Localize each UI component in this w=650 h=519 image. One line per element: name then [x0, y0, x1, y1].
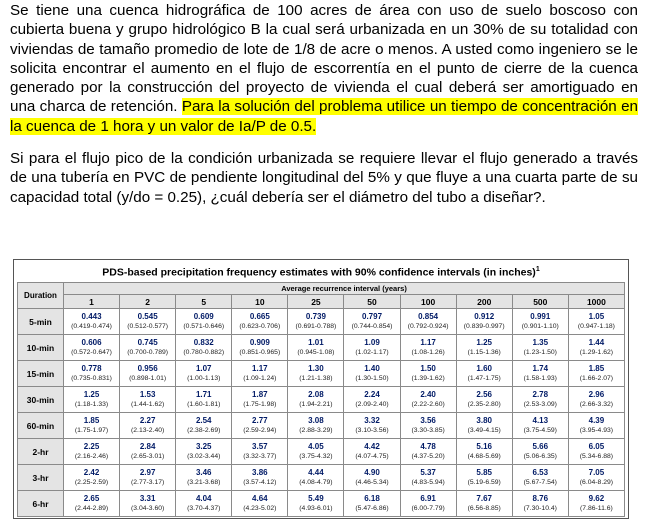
recurrence-interval-header: Average recurrence interval (years)	[64, 283, 625, 295]
duration-label: 5-min	[18, 309, 64, 335]
estimate-value: 1.07	[195, 363, 212, 373]
confidence-interval: (3.75-4.59)	[523, 426, 557, 434]
confidence-interval: (4.23-5.02)	[243, 504, 277, 512]
estimate-value: 5.49	[308, 493, 324, 503]
confidence-interval: (2.38-2.69)	[187, 426, 221, 434]
estimate-value: 6.05	[588, 441, 605, 451]
table-cell	[288, 491, 344, 517]
table-cell	[232, 309, 288, 335]
confidence-interval: (6.04-8.29)	[579, 478, 614, 486]
table-cell	[400, 439, 456, 465]
confidence-interval: (2.59-2.94)	[243, 426, 277, 434]
confidence-interval: (3.49-4.15)	[467, 426, 501, 434]
table-cell	[120, 335, 176, 361]
estimate-value: 2.96	[588, 389, 605, 399]
return-period-header: 100	[400, 295, 456, 309]
table-cell	[64, 361, 120, 387]
table-cell	[568, 439, 624, 465]
estimate-value: 0.443	[81, 311, 102, 321]
confidence-interval: (1.18-1.33)	[74, 400, 109, 408]
estimate-value: 1.85	[588, 363, 605, 373]
confidence-interval: (3.04-3.60)	[131, 504, 165, 512]
estimate-value: 6.91	[420, 493, 436, 503]
table-cell	[120, 439, 176, 465]
estimate-value: 3.32	[364, 415, 380, 425]
confidence-interval: (2.09-2.40)	[355, 400, 389, 408]
table-cell	[400, 465, 456, 491]
confidence-interval: (4.37-5.20)	[411, 452, 445, 460]
confidence-interval: (7.30-10.4)	[523, 504, 557, 512]
duration-label: 2-hr	[18, 439, 64, 465]
confidence-interval: (2.88-3.29)	[299, 426, 333, 434]
confidence-interval: (2.66-3.32)	[579, 400, 614, 408]
estimate-value: 0.665	[249, 311, 270, 321]
confidence-interval: (0.572-0.647)	[71, 348, 112, 356]
estimate-value: 3.57	[252, 441, 268, 451]
confidence-interval: (1.00-1.13)	[187, 374, 221, 382]
confidence-interval: (6.56-8.85)	[467, 504, 501, 512]
table-cell	[512, 413, 568, 439]
confidence-interval: (4.83-5.94)	[411, 478, 445, 486]
table-title	[14, 266, 628, 279]
estimate-value: 4.90	[364, 467, 380, 477]
table-body	[18, 309, 625, 517]
estimate-value: 2.77	[252, 415, 268, 425]
table-cell	[176, 335, 232, 361]
estimate-value: 3.25	[195, 441, 212, 451]
confidence-interval: (1.39-1.62)	[411, 374, 445, 382]
table-cell	[512, 439, 568, 465]
confidence-interval: (3.57-4.12)	[243, 478, 277, 486]
estimate-value: 4.42	[364, 441, 380, 451]
table-cell	[344, 361, 400, 387]
confidence-interval: (0.851-0.965)	[239, 348, 281, 356]
confidence-interval: (0.901-1.10)	[521, 322, 559, 330]
estimate-value: 5.16	[476, 441, 492, 451]
confidence-interval: (1.15-1.36)	[467, 348, 501, 356]
table-cell	[232, 335, 288, 361]
table-cell	[232, 361, 288, 387]
confidence-interval: (2.13-2.40)	[131, 426, 165, 434]
table-row	[18, 439, 625, 465]
estimate-value: 2.78	[532, 389, 549, 399]
estimate-value: 2.42	[83, 467, 100, 477]
table-cell	[344, 491, 400, 517]
table-cell	[400, 335, 456, 361]
estimate-value: 4.78	[420, 441, 436, 451]
table-cell	[120, 413, 176, 439]
return-period-header: 1000	[568, 295, 624, 309]
estimate-value: 0.778	[81, 363, 102, 373]
estimate-value: 0.912	[474, 311, 495, 321]
return-period-header: 2	[120, 295, 176, 309]
duration-label: 30-min	[18, 387, 64, 413]
confidence-interval: (1.44-1.62)	[131, 400, 165, 408]
return-period-header: 5	[176, 295, 232, 309]
confidence-interval: (1.94-2.21)	[299, 400, 333, 408]
table-cell	[344, 439, 400, 465]
estimate-value: 1.71	[195, 389, 212, 399]
confidence-interval: (4.07-4.75)	[355, 452, 389, 460]
confidence-interval: (3.75-4.32)	[299, 452, 333, 460]
table-cell	[176, 439, 232, 465]
estimate-value: 3.86	[252, 467, 268, 477]
table-cell	[512, 361, 568, 387]
table-cell	[456, 491, 512, 517]
confidence-interval: (2.53-3.09)	[523, 400, 557, 408]
table-cell	[120, 387, 176, 413]
table-cell	[400, 309, 456, 335]
table-cell	[232, 413, 288, 439]
confidence-interval: (2.77-3.17)	[131, 478, 165, 486]
estimate-value: 0.956	[137, 363, 158, 373]
confidence-interval: (1.08-1.26)	[411, 348, 445, 356]
estimate-value: 0.909	[249, 337, 270, 347]
table-cell	[120, 465, 176, 491]
confidence-interval: (0.419-0.474)	[71, 322, 112, 330]
confidence-interval: (5.67-7.54)	[523, 478, 557, 486]
confidence-interval: (1.58-1.93)	[523, 374, 557, 382]
table-cell	[568, 335, 624, 361]
precipitation-table-image	[13, 259, 629, 519]
table-cell	[568, 309, 624, 335]
estimate-value: 7.67	[476, 493, 492, 503]
problem-paragraph-2: Si para el flujo pico de la condición urbanizada se requiere llevar el flujo generado a través de una tubería en PVC de pendiente longitudinal del 5% y que fluye a una cuarta parte de su capacidad total (y/do = 0.25), ¿cuál debería ser el diámetro del tubo a diseñar?.	[10, 150, 638, 206]
table-cell	[568, 387, 624, 413]
confidence-interval: (5.34-6.88)	[579, 452, 614, 460]
estimate-value: 1.09	[364, 337, 380, 347]
confidence-interval: (0.512-0.577)	[127, 322, 169, 330]
confidence-interval: (0.780-0.882)	[183, 348, 225, 356]
estimate-value: 2.08	[308, 389, 324, 399]
estimate-value: 1.25	[83, 389, 100, 399]
estimate-value: 9.62	[588, 493, 605, 503]
confidence-interval: (1.23-1.50)	[523, 348, 557, 356]
table-cell	[288, 387, 344, 413]
table-cell	[64, 439, 120, 465]
confidence-interval: (0.623-0.706)	[239, 322, 281, 330]
table-cell	[176, 387, 232, 413]
confidence-interval: (4.46-5.34)	[355, 478, 389, 486]
confidence-interval: (1.75-1.98)	[243, 400, 277, 408]
estimate-value: 1.17	[420, 337, 436, 347]
confidence-interval: (0.735-0.831)	[71, 374, 112, 382]
confidence-interval: (2.25-2.59)	[74, 478, 109, 486]
table-cell	[456, 361, 512, 387]
table-cell	[344, 309, 400, 335]
table-cell	[456, 465, 512, 491]
estimate-value: 3.46	[195, 467, 212, 477]
estimate-value: 1.35	[532, 337, 549, 347]
return-period-header: 10	[232, 295, 288, 309]
estimate-value: 5.37	[420, 467, 436, 477]
confidence-interval: (3.32-3.77)	[243, 452, 277, 460]
estimate-value: 2.40	[420, 389, 436, 399]
estimate-value: 1.01	[308, 337, 324, 347]
table-cell	[288, 439, 344, 465]
table-cell	[568, 491, 624, 517]
confidence-interval: (3.30-3.85)	[411, 426, 445, 434]
table-cell	[512, 309, 568, 335]
confidence-interval: (4.68-5.69)	[467, 452, 501, 460]
table-cell	[120, 491, 176, 517]
confidence-interval: (3.21-3.68)	[187, 478, 221, 486]
table-cell	[344, 387, 400, 413]
estimate-value: 0.739	[305, 311, 326, 321]
confidence-interval: (2.22-2.60)	[411, 400, 445, 408]
table-row	[18, 465, 625, 491]
table-row	[18, 491, 625, 517]
duration-label: 6-hr	[18, 491, 64, 517]
table-cell	[232, 387, 288, 413]
table-cell	[64, 387, 120, 413]
estimate-value: 3.56	[420, 415, 436, 425]
estimate-value: 7.05	[588, 467, 605, 477]
table-cell	[512, 335, 568, 361]
problem-paragraph-1	[10, 1, 638, 136]
estimate-value: 1.60	[476, 363, 492, 373]
table-cell	[400, 491, 456, 517]
table-cell	[456, 335, 512, 361]
estimate-value: 2.97	[139, 467, 156, 477]
estimate-value: 0.991	[530, 311, 551, 321]
table-cell	[288, 335, 344, 361]
return-period-row	[18, 295, 625, 309]
table-cell	[456, 309, 512, 335]
duration-label: 3-hr	[18, 465, 64, 491]
duration-header: Duration	[18, 283, 64, 309]
estimate-value: 4.05	[308, 441, 324, 451]
confidence-interval: (3.70-4.37)	[187, 504, 221, 512]
estimate-value: 4.39	[588, 415, 605, 425]
confidence-interval: (4.08-4.79)	[299, 478, 333, 486]
table-cell	[64, 413, 120, 439]
highlighted-instruction: Para la solución del problema utilice un tiempo de concentración en la cuenca de 1 hora y un valor de Ia/P de 0.5.	[10, 98, 638, 135]
confidence-interval: (0.945-1.08)	[297, 348, 335, 356]
table-cell	[64, 465, 120, 491]
confidence-interval: (0.792-0.924)	[407, 322, 449, 330]
table-cell	[176, 413, 232, 439]
estimate-value: 1.50	[420, 363, 436, 373]
estimate-value: 4.04	[195, 493, 212, 503]
estimate-value: 2.24	[364, 389, 380, 399]
estimate-value: 0.606	[81, 337, 102, 347]
estimate-value: 0.797	[362, 311, 383, 321]
table-cell	[120, 309, 176, 335]
confidence-interval: (3.95-4.93)	[579, 426, 614, 434]
table-cell	[232, 465, 288, 491]
table-title-text: PDS-based precipitation frequency estimates with 90% confidence intervals (in inches)	[102, 266, 536, 279]
estimate-value: 2.54	[195, 415, 212, 425]
table-row	[18, 387, 625, 413]
estimate-value: 4.64	[252, 493, 268, 503]
confidence-interval: (0.898-1.01)	[129, 374, 167, 382]
confidence-interval: (0.700-0.789)	[127, 348, 169, 356]
table-cell	[64, 335, 120, 361]
table-cell	[120, 361, 176, 387]
estimate-value: 5.66	[532, 441, 549, 451]
table-cell	[400, 387, 456, 413]
estimate-value: 1.40	[364, 363, 380, 373]
estimate-value: 6.18	[364, 493, 380, 503]
confidence-interval: (2.65-3.01)	[131, 452, 165, 460]
estimate-value: 0.854	[418, 311, 439, 321]
estimate-value: 2.25	[83, 441, 100, 451]
return-period-header: 50	[344, 295, 400, 309]
estimate-value: 3.80	[476, 415, 492, 425]
estimate-value: 2.84	[139, 441, 156, 451]
return-period-header: 1	[64, 295, 120, 309]
table-cell	[512, 465, 568, 491]
confidence-interval: (0.571-0.646)	[183, 322, 225, 330]
estimate-value: 4.13	[532, 415, 549, 425]
return-period-header: 500	[512, 295, 568, 309]
estimate-value: 2.56	[476, 389, 492, 399]
estimate-value: 2.65	[83, 493, 100, 503]
table-cell	[232, 439, 288, 465]
confidence-interval: (1.02-1.17)	[355, 348, 389, 356]
estimate-value: 1.87	[252, 389, 268, 399]
return-period-header: 200	[456, 295, 512, 309]
table-cell	[344, 335, 400, 361]
estimate-value: 0.832	[193, 337, 214, 347]
table-title-footnote: 1	[535, 266, 540, 273]
table-cell	[176, 361, 232, 387]
estimate-value: 3.08	[308, 415, 324, 425]
table-cell	[344, 413, 400, 439]
confidence-interval: (1.09-1.24)	[243, 374, 277, 382]
table-cell	[288, 465, 344, 491]
confidence-interval: (1.60-1.81)	[187, 400, 221, 408]
confidence-interval: (5.19-6.59)	[467, 478, 501, 486]
table-cell	[344, 465, 400, 491]
duration-label: 15-min	[18, 361, 64, 387]
confidence-interval: (0.691-0.788)	[295, 322, 337, 330]
estimate-value: 1.44	[588, 337, 605, 347]
confidence-interval: (1.75-1.97)	[74, 426, 109, 434]
duration-label: 10-min	[18, 335, 64, 361]
table-cell	[176, 491, 232, 517]
estimate-value: 1.85	[83, 415, 100, 425]
confidence-interval: (1.29-1.62)	[579, 348, 614, 356]
estimate-value: 0.545	[137, 311, 158, 321]
table-cell	[176, 309, 232, 335]
confidence-interval: (1.66-2.07)	[579, 374, 614, 382]
table-row	[18, 413, 625, 439]
table-cell	[456, 413, 512, 439]
table-cell	[400, 413, 456, 439]
confidence-interval: (3.10-3.56)	[355, 426, 389, 434]
estimate-value: 0.609	[193, 311, 214, 321]
table-cell	[64, 309, 120, 335]
confidence-interval: (1.21-1.38)	[299, 374, 333, 382]
estimate-value: 1.53	[139, 389, 156, 399]
estimate-value: 1.17	[252, 363, 268, 373]
table-cell	[288, 361, 344, 387]
table-row	[18, 309, 625, 335]
estimate-value: 6.53	[532, 467, 549, 477]
table-cell	[512, 387, 568, 413]
problem-text: Se tiene una cuenca hidrográfica de 100 acres de área con uso de suelo boscoso con cubierta buena y grupo hidrológico B la cual será urbanizada en un 30% de su totalidad con viviendas de tamaño promedio de lote de 1/8 de acre o menos. A usted como ingeniero se le solicita encontrar el aumento en el flujo de escorrentía en el punto de cierre de la cuenca generado por la construcción del proyecto de vivienda el cual deberá ser amortiguado en una charca de retención.	[10, 2, 638, 116]
table-cell	[568, 413, 624, 439]
estimate-value: 1.25	[476, 337, 492, 347]
estimate-value: 0.745	[137, 337, 158, 347]
table-cell	[400, 361, 456, 387]
table-cell	[64, 491, 120, 517]
table-cell	[568, 465, 624, 491]
estimate-value: 1.30	[308, 363, 324, 373]
table-cell	[568, 361, 624, 387]
estimate-value: 4.44	[308, 467, 324, 477]
confidence-interval: (3.02-3.44)	[187, 452, 221, 460]
confidence-interval: (0.744-0.854)	[351, 322, 393, 330]
estimate-value: 8.76	[532, 493, 549, 503]
estimate-value: 2.27	[139, 415, 156, 425]
precipitation-frequency-table	[17, 282, 625, 517]
return-period-header: 25	[288, 295, 344, 309]
confidence-interval: (2.16-2.46)	[74, 452, 109, 460]
estimate-value: 3.31	[139, 493, 156, 503]
confidence-interval: (6.00-7.79)	[411, 504, 445, 512]
estimate-value: 1.74	[532, 363, 549, 373]
table-cell	[176, 465, 232, 491]
duration-label: 60-min	[18, 413, 64, 439]
table-cell	[456, 439, 512, 465]
table-row	[18, 361, 625, 387]
confidence-interval: (1.47-1.75)	[467, 374, 501, 382]
confidence-interval: (1.30-1.50)	[355, 374, 389, 382]
table-cell	[288, 413, 344, 439]
confidence-interval: (2.44-2.89)	[74, 504, 109, 512]
table-cell	[232, 491, 288, 517]
table-header	[18, 283, 625, 309]
confidence-interval: (5.06-6.35)	[523, 452, 557, 460]
confidence-interval: (2.35-2.80)	[467, 400, 501, 408]
table-cell	[288, 309, 344, 335]
confidence-interval: (0.839-0.997)	[463, 322, 505, 330]
table-cell	[512, 491, 568, 517]
confidence-interval: (4.93-6.01)	[299, 504, 333, 512]
estimate-value: 5.85	[476, 467, 492, 477]
confidence-interval: (0.947-1.18)	[577, 322, 615, 330]
table-cell	[456, 387, 512, 413]
confidence-interval: (5.47-6.86)	[355, 504, 389, 512]
confidence-interval: (7.86-11.6)	[580, 504, 613, 512]
table-row	[18, 335, 625, 361]
estimate-value: 1.05	[588, 311, 605, 321]
